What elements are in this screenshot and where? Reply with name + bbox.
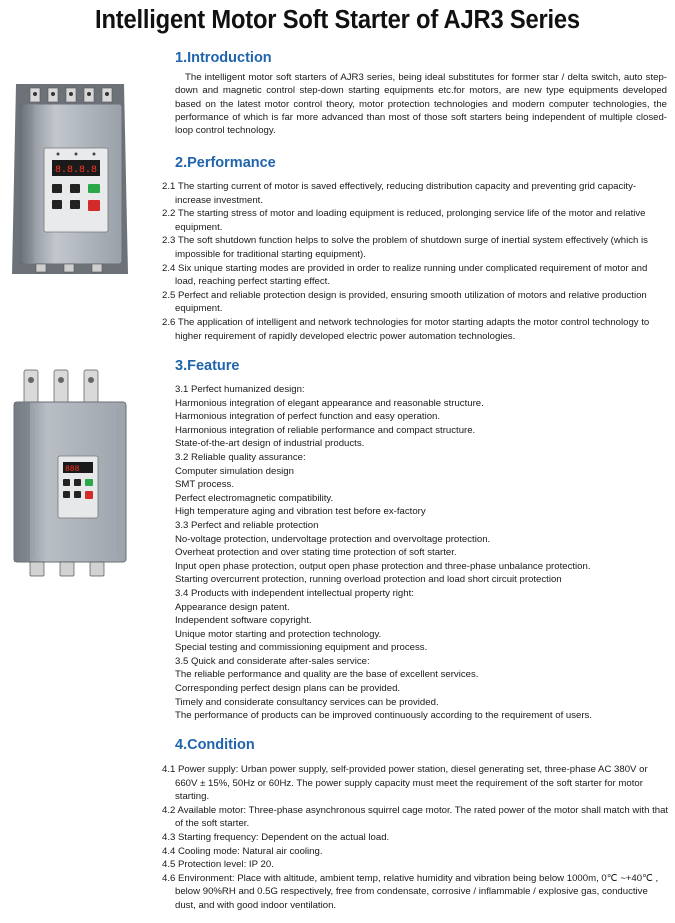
feature-line: SMT process. xyxy=(175,479,235,491)
feature-line: Timely and considerate consultancy services can be provided. xyxy=(175,696,439,708)
feature-line: Input open phase protection, output open phase protection and three-phase unbalance protection. xyxy=(175,560,591,572)
soft-starter-small-illustration xyxy=(6,74,134,284)
feature-group-title: 3.1 Perfect humanized design: xyxy=(175,384,305,395)
introduction-heading: 1.Introduction xyxy=(175,50,272,66)
feature-line: Perfect electromagnetic compatibility. xyxy=(175,492,334,504)
feature-line: Harmonious integration of perfect function and easy operation. xyxy=(175,411,441,423)
feature-line: Unique motor starting and protection technology. xyxy=(175,628,382,640)
feature-line: Appearance design patent. xyxy=(175,601,290,613)
condition-item: 4.1 Power supply: Urban power supply, self-provided power station, diesel generating set, three-phase AC 380V or 660V ± 15%, 50Hz or 60Hz. The power supply capacity must meet the requirement of the soft starter for motor starting. xyxy=(162,764,648,803)
performance-item: 2.5 Perfect and reliable protection design is provided, ensuring smooth utilization of motors and relative production equipment. xyxy=(162,289,647,315)
page-title: Intelligent Motor Soft Starter of AJR3 Series xyxy=(95,6,580,34)
introduction-text: The intelligent motor soft starters of AJR3 series, being ideal substitutes for former star / delta switch, auto step-down and magnetic control step-down starting equipments etc.for motors, are new type equipments developed based on the latest motor control theory, motor protection technologies and modern computer technologies, the performance of which is far more advanced than most of those soft starters being independent of multiple closed-loop control technology. xyxy=(175,72,667,137)
svg-text:8.8.8.8: 8.8.8.8 xyxy=(55,165,98,176)
feature-group-title: 3.4 Products with independent intellectual property right: xyxy=(175,587,414,599)
feature-group-title: 3.5 Quick and considerate after-sales service: xyxy=(175,655,370,667)
feature-list xyxy=(175,383,670,723)
condition-item: 4.6 Environment: Place with altitude, ambient temp, relative humidity and vibration being below 1000m, 0℃ ~+40℃ , below 90%RH and 0.5G respectively, free from condensate, corrosive / inflammable / explosive gas, conductive dust, and with good indoor ventilation. xyxy=(162,872,659,911)
feature-line: Harmonious integration of reliable performance and compact structure. xyxy=(175,424,476,436)
condition-item: 4.3 Starting frequency: Dependent on the actual load. xyxy=(162,831,390,843)
feature-line: Special testing and commissioning equipment and process. xyxy=(175,642,428,654)
feature-group-title: 3.3 Perfect and reliable protection xyxy=(175,519,319,531)
feature-line: Corresponding perfect design plans can be provided. xyxy=(175,683,401,695)
feature-line: No-voltage protection, undervoltage protection and overvoltage protection. xyxy=(175,533,491,545)
feature-line: High temperature aging and vibration test before ex-factory xyxy=(175,506,426,518)
feature-line: Independent software copyright. xyxy=(175,615,312,627)
condition-heading: 4.Condition xyxy=(175,737,255,753)
condition-item: 4.4 Cooling mode: Natural air cooling. xyxy=(162,845,323,857)
feature-line: The performance of products can be improved continuously according to the requirement of users. xyxy=(175,710,593,722)
feature-line: Harmonious integration of elegant appearance and reasonable structure. xyxy=(175,397,484,409)
soft-starter-large-illustration xyxy=(8,366,132,582)
svg-text:888: 888 xyxy=(65,465,80,474)
condition-item: 4.5 Protection level: IP 20. xyxy=(162,859,274,871)
condition-item: 4.2 Available motor: Three-phase asynchronous squirrel cage motor. The rated power of the motor shall match with that of the soft starter. xyxy=(162,804,669,830)
feature-line: The reliable performance and quality are the base of excellent services. xyxy=(175,669,479,681)
feature-line: State-of-the-art design of industrial products. xyxy=(175,438,365,450)
performance-item: 2.6 The application of intelligent and network technologies for motor starting adapts the motor control technology to higher requirement of rapidly developed electric power automation technologies. xyxy=(162,316,650,342)
performance-heading: 2.Performance xyxy=(175,155,276,171)
feature-line: Starting overcurrent protection, running overload protection and load short circuit protection xyxy=(175,574,562,586)
feature-heading: 3.Feature xyxy=(175,358,240,374)
performance-list xyxy=(162,180,670,343)
performance-item: 2.2 The starting stress of motor and loading equipment is reduced, prolonging service life of the motor and relative equipment. xyxy=(162,208,646,233)
feature-line: Overheat protection and over stating time protection of soft starter. xyxy=(175,547,457,559)
feature-group-title: 3.2 Reliable quality assurance: xyxy=(175,451,306,463)
condition-list xyxy=(162,763,670,913)
performance-item: 2.3 The soft shutdown function helps to solve the problem of shutdown surge of inertial system effectively (which is impossible for traditional starting equipment). xyxy=(162,235,648,260)
performance-item: 2.4 Six unique starting modes are provided in order to realize running under complicated requirement of motor and load, reaching perfect starting effect. xyxy=(162,262,648,288)
feature-line: Computer simulation design xyxy=(175,465,294,477)
performance-item: 2.1 The starting current of motor is saved effectively, reducing distribution capacity and preventing grid capacity-increase investment. xyxy=(162,181,637,206)
